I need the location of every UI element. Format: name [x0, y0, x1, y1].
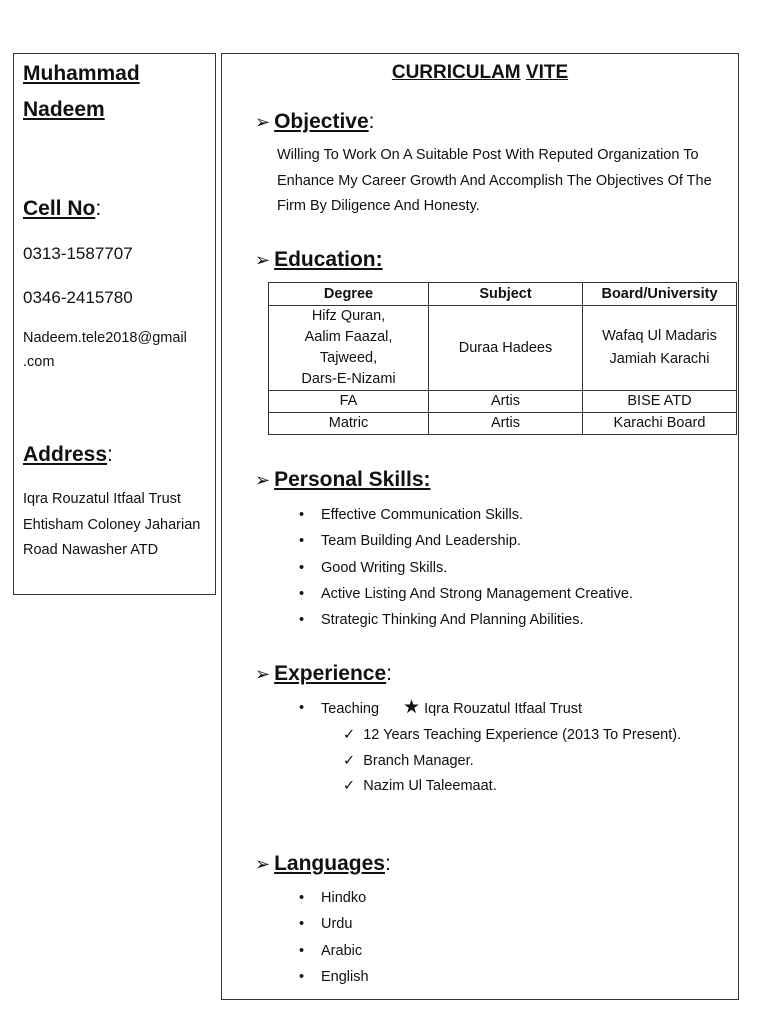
experience-organization: Iqra Rouzatul Itfaal Trust [424, 701, 583, 717]
phone-1: 0313-1587707 [23, 244, 133, 263]
experience-list [299, 695, 582, 721]
address-text: Iqra Rouzatul Itfaal Trust Ehtisham Coloney Jaharian Road Nawasher ATD [23, 491, 201, 558]
sidebar [13, 53, 216, 595]
list-item: • Team Building And Leadership. [299, 528, 633, 554]
col-subject: Subject [429, 283, 583, 306]
cell-degree: Hifz Quran, Aalim Faazal, Tajweed, Dars-E-Nizami [269, 306, 429, 391]
list-item: • Effective Communication Skills. [299, 502, 633, 528]
cell-heading: Cell No: [23, 197, 102, 220]
arrow-bullet-icon: ➢ [255, 664, 271, 684]
address-heading: Address: [23, 443, 113, 466]
table-row [269, 413, 737, 435]
list-item: • Active Listing And Strong Management Creative. [299, 581, 633, 607]
cell-degree: Matric [269, 413, 429, 435]
objective-text: Willing To Work On A Suitable Post With Reputed Organization To Enhance My Career Growth And Accomplish The Objectives Of The Firm By Diligence And Honesty. [277, 147, 712, 214]
languages-heading: ➢ Languages: [255, 852, 391, 875]
check-icon: ✓ [343, 778, 356, 794]
list-item: • Hindko [299, 885, 369, 911]
cell-subject: Artis [429, 391, 583, 413]
list-item: • Strategic Thinking And Planning Abilities. [299, 607, 633, 633]
phone-2: 0346-2415780 [23, 288, 133, 307]
cell-board: Wafaq Ul Madaris Jamiah Karachi [583, 306, 737, 391]
list-item: • Good Writing Skills. [299, 555, 633, 581]
star-icon: ★ [403, 697, 421, 718]
detail-item: ✓ Nazim Ul Taleemaat. [343, 778, 497, 794]
cell-board: Karachi Board [583, 413, 737, 435]
main-panel [221, 53, 739, 1000]
arrow-bullet-icon: ➢ [255, 854, 271, 874]
experience-heading: ➢ Experience: [255, 662, 393, 685]
education-heading: ➢ Education: [255, 248, 383, 271]
experience-details [343, 723, 681, 800]
email-line1: Nadeem.tele2018@gmail [23, 330, 187, 346]
table-header-row [269, 283, 737, 306]
skills-heading: ➢ Personal Skills: [255, 468, 431, 491]
experience-role: Teaching [321, 701, 380, 717]
name-line2: Nadeem [23, 98, 105, 121]
name-line1: Muhammad [23, 62, 140, 85]
arrow-bullet-icon: ➢ [255, 112, 271, 132]
arrow-bullet-icon: ➢ [255, 250, 271, 270]
cell-degree: FA [269, 391, 429, 413]
detail-item: ✓ Branch Manager. [343, 752, 474, 769]
list-item [299, 695, 582, 721]
skills-list [299, 502, 633, 633]
objective-heading: ➢ Objective: [255, 110, 375, 133]
education-table [268, 282, 737, 435]
table-row [269, 306, 737, 391]
list-item: • Urdu [299, 911, 369, 937]
cell-subject: Duraa Hadees [429, 306, 583, 391]
detail-item: ✓ 12 Years Teaching Experience (2013 To Present). [343, 727, 682, 743]
cell-board: BISE ATD [583, 391, 737, 413]
languages-list [299, 885, 369, 990]
list-item: • Arabic [299, 938, 369, 964]
cell-subject: Artis [429, 413, 583, 435]
check-icon: ✓ [343, 727, 356, 743]
col-board: Board/University [583, 283, 737, 306]
page-title: CURRICULAM VITE [391, 62, 569, 83]
email-line2: .com [23, 354, 55, 370]
col-degree: Degree [269, 283, 429, 306]
list-item: • English [299, 964, 369, 990]
check-icon: ✓ [343, 752, 356, 769]
table-row [269, 391, 737, 413]
arrow-bullet-icon: ➢ [255, 470, 271, 490]
